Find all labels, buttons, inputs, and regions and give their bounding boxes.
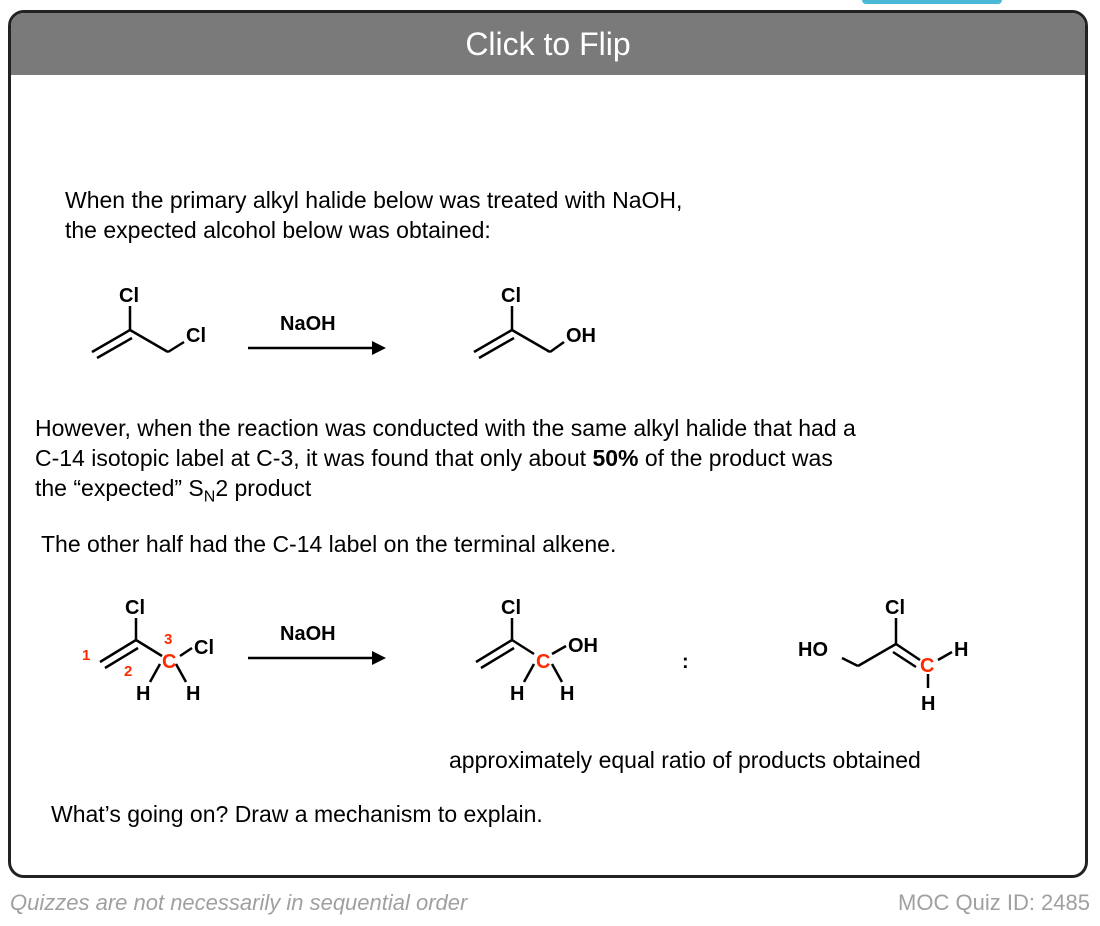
quiz-id: MOC Quiz ID: 2485 [898,890,1090,915]
ratio-note: approximately equal ratio of products obtained [449,747,921,773]
arrow-2-head [372,651,386,665]
r2-productB-ho: HO [798,639,828,661]
arrow-1-head [372,341,386,355]
r2-reagent: NaOH [280,623,336,645]
ratio-colon: : [682,651,689,673]
intro-line-2: the expected alcohol below was obtained: [65,217,491,243]
r2-productA-labeled-carbon: C [536,651,551,673]
r2-reactant-labeled-carbon: C [162,651,177,673]
r2-productA-cl-top: Cl [501,597,521,619]
other-half-text: The other half had the C-14 label on the terminal alkene. [41,531,617,557]
r2-productB-h-bottom: H [921,693,936,715]
r2-productB-h-right: H [954,639,969,661]
r1-reactant-cl-side: Cl [186,325,206,347]
however-line-3-post: 2 product [215,475,312,501]
r2-productB-cl-top: Cl [885,597,905,619]
however-line-2-post: of the product was [638,445,833,471]
r2-productA-h-left: H [510,683,525,705]
r2-productB-labeled-carbon: C [920,655,935,677]
r1-reagent: NaOH [280,313,336,335]
r2-reactant-cl-side: Cl [194,637,214,659]
intro-line-1: When the primary alkyl halide below was treated with NaOH, [65,187,683,213]
r2-productA-oh: OH [568,635,598,657]
however-line-3-pre: the “expected” S [35,475,204,501]
r1-product-cl-top: Cl [501,285,521,307]
r2-reactant-h-right: H [186,683,201,705]
carbon-number-3: 3 [164,631,173,648]
r1-product-oh: OH [566,325,596,347]
sn-subscript: N [203,488,216,506]
question-text: What’s going on? Draw a mechanism to explain. [51,801,543,827]
r2-productA-h-right: H [560,683,575,705]
flip-label: Click to Flip [465,25,631,62]
however-line-1: However, when the reaction was conducted with the same alkyl halide that had a [35,415,856,441]
fifty-percent: 50% [592,445,639,471]
r1-reactant-cl-top: Cl [119,285,139,307]
carbon-number-1: 1 [82,647,91,664]
however-line-2-pre: C-14 isotopic label at C-3, it was found that only about [35,445,593,471]
footer-note: Quizzes are not necessarily in sequential order [10,890,468,915]
r2-reactant-h-left: H [136,683,151,705]
carbon-number-2: 2 [124,663,133,680]
r2-reactant-cl-top: Cl [125,597,145,619]
